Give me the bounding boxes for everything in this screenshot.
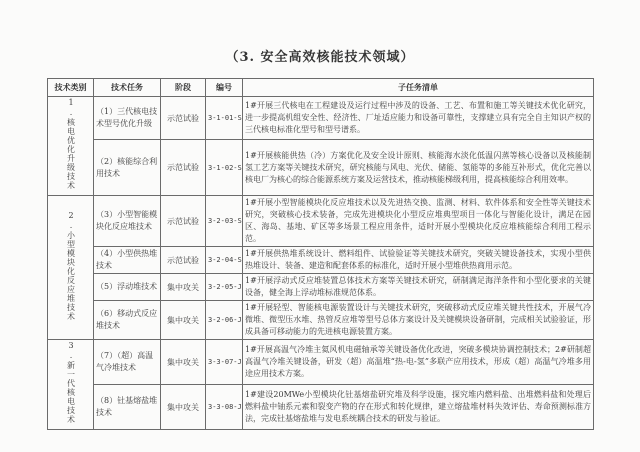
page-title: （3. 安全高效核能技术领域） [225, 50, 415, 65]
subtasks-cell: 1#开展三代核电在工程建设及运行过程中涉及的设备、工艺、布置和施工等关键技术优化研究，进一步提高机组安全性、经济性、厂址适应能力和设备可靠性，支撑建立具有完全自主知识产权的三代核电标准化型号和型号谱系。 [243, 97, 594, 140]
task-cell: （1）三代核电技术型号优化升级 [94, 97, 161, 140]
table-row [48, 247, 594, 274]
category-label: 3.新一代核电技术 [66, 341, 76, 424]
stage-cell: 集中攻关 [161, 301, 206, 340]
stage-cell: 示范试验 [161, 247, 206, 274]
category-cell-1 [48, 97, 94, 196]
col-header-category: 技术类别 [48, 79, 94, 97]
task-cell: （7）（超）高温气冷堆技术 [94, 340, 161, 385]
subtasks-cell: 1#开展供热堆系统设计、燃料组件、试验验证等关键技术研究，突破关键设备技术，实现小型供热堆设计、装备、建造和配套体系的标准化，适时开展小型堆供热商用示范。 [243, 247, 594, 274]
table-header-row [48, 79, 594, 97]
stage-cell: 集中攻关 [161, 274, 206, 301]
task-cell: （8）钍基熔盐堆技术 [94, 385, 161, 430]
stage-cell: 集中攻关 [161, 385, 206, 430]
category-cell-3 [48, 340, 94, 430]
subtasks-cell: 1#开展高温气冷堆主氦风机电磁轴承等关键设备优化改进，突破多模块协调控制技术；2#研制超高温气冷堆关键设备，研发（超）高温堆“热-电-氢”多联产应用技术，形成（超）高温气冷堆多用途应用技术方案。 [243, 340, 594, 385]
code-cell: 3-1-02-S [206, 140, 243, 196]
task-cell: （5）浮动堆技术 [94, 274, 161, 301]
task-cell: （4）小型供热堆技术 [94, 247, 161, 274]
table-row [48, 340, 594, 385]
code-cell: 3-2-06-J [206, 301, 243, 340]
table-row [48, 385, 594, 430]
task-cell: （3）小型智能模块化反应堆技术 [94, 196, 161, 247]
code-cell: 3-3-07-J [206, 340, 243, 385]
subtasks-cell: 1#开展核能供热（冷）方案优化及安全设计原则、核能海水淡化低温闪蒸等核心设备以及核能制氢工艺方案等关键技术研究，研究核能与风电、光伏、储能、氢能等的多能互补形式，优化完善以核电厂为核心的综合能源系统方案及运营技术，推动核能梯级利用，提高核能综合利用效率。 [243, 140, 594, 196]
category-label: 2.小型模块化反应堆技术 [66, 210, 76, 321]
task-cell: （6）移动式反应堆技术 [94, 301, 161, 340]
task-cell: （2）核能综合利用技术 [94, 140, 161, 196]
subtasks-cell: 1#开展小型智能模块化反应堆技术以及先进热交换、监测、材料、软件体系和安全性等关键技术研究，突破核心技术装备，完成先进模块化小型反应堆典型项目一体化与智能化设计，满足在园区、海岛、基地、矿区等多场景工程应用条件，适时开展小型模块化反应堆核能综合利用工程示范。 [243, 196, 594, 247]
code-cell: 3-2-05-J [206, 274, 243, 301]
table-row [48, 140, 594, 196]
stage-cell: 示范试验 [161, 140, 206, 196]
subtasks-cell: 1#开展浮动式反应堆装置总体技术方案等关键技术研究，研制满足海洋条件和小型化要求的关键设备，健全海上浮动堆标准规范体系。 [243, 274, 594, 301]
stage-cell: 示范试验 [161, 196, 206, 247]
table-row [48, 196, 594, 247]
category-label: 1.核电优化升级技术 [66, 98, 76, 190]
table-row [48, 274, 594, 301]
code-cell: 3-3-08-J [206, 385, 243, 430]
col-header-stage: 阶段 [161, 79, 206, 97]
code-cell: 3-1-01-S [206, 97, 243, 140]
subtasks-cell: 1#开展轻型、智能核电源装置设计与关键技术研究，突破移动式反应堆关键共性技术，开展气冷微堆、微型压水堆、热管反应堆等型号总体方案设计及关键模块设备研制，完成相关试验验证，形成具备可移动能力的先进核电源装置方案。 [243, 301, 594, 340]
category-cell-2 [48, 196, 94, 340]
code-cell: 3-2-04-S [206, 247, 243, 274]
col-header-code: 编号 [206, 79, 243, 97]
stage-cell: 集中攻关 [161, 340, 206, 385]
code-cell: 3-2-03-S [206, 196, 243, 247]
subtasks-cell: 1#建设20MWe小型模块化钍基熔盐研究堆及科学设施，探究堆内燃料盐、出堆燃料盐和处理后燃料盐中铀系元素和裂变产物的存在形式和转化规律，建立熔盐堆材料失效评估、寿命预测标准方法，完成钍基熔盐堆与发电系统耦合技术的研发与验证。 [243, 385, 594, 430]
col-header-task: 技术任务 [94, 79, 161, 97]
table-row [48, 97, 594, 140]
tech-task-table [47, 78, 594, 430]
stage-cell: 示范试验 [161, 97, 206, 140]
table-row [48, 301, 594, 340]
col-header-subtasks: 子任务清单 [243, 79, 594, 97]
